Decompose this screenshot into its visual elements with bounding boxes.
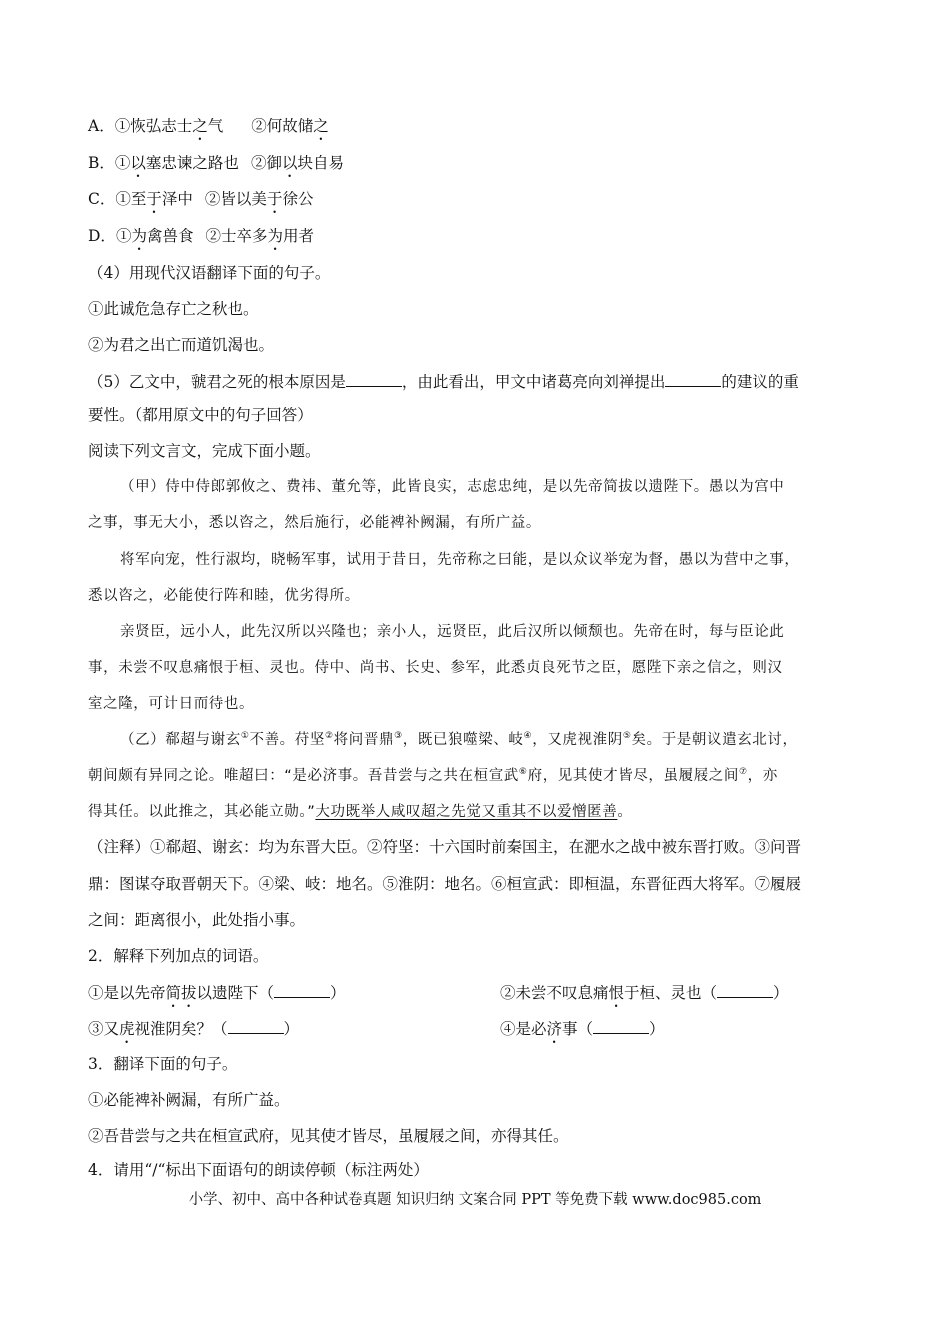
passage-jia-line: 之事，事无大小，悉以咨之，然后施行，必能裨补阙漏，有所广益。 — [88, 515, 541, 531]
notes-line: 之间：距离很小，此处指小事。 — [88, 911, 306, 929]
passage-jia-line: 将军向宠，性行淑均，晓畅军事，试用于昔日，先帝称之曰能，是以众议举宠为督，愚以为营中之事， — [120, 552, 800, 568]
option-b: B．①以塞忠谏之路也 ②御以块自易 — [88, 154, 344, 172]
q3-title: 3．翻译下面的句子。 — [88, 1055, 238, 1073]
answer-blank[interactable] — [228, 1017, 284, 1034]
passage-yi-line: 得其任。以此推之，其必能立勋。”大功既举人咸叹超之先觉又重其不以爱憎匿善。 — [88, 804, 633, 820]
page-footer: 小学、初中、高中各种试卷真题 知识归纳 文案合同 PPT 等免费下载 www.doc985.com — [188, 1192, 762, 1208]
answer-blank[interactable] — [665, 370, 721, 387]
q2-item-4: ④是必济事（ ） — [500, 1017, 665, 1047]
q4-title: （4）用现代汉语翻译下面的句子。 — [88, 264, 331, 282]
q4-sentence-2: ②为君之出亡而道饥渴也。 — [88, 336, 275, 354]
q3-sentence-2: ②吾昔尝与之共在桓宣武府，见其使才皆尽，虽履屐之间，亦得其任。 — [88, 1127, 569, 1145]
option-c: C．①至于泽中 ②皆以美于徐公 — [88, 190, 314, 208]
option-d: D．①为禽兽食 ②士卒多为用者 — [88, 227, 315, 245]
passage-jia-line: 亲贤臣，远小人，此先汉所以兴隆也；亲小人，远贤臣，此后汉所以倾颓也。先帝在时，每与臣论此 — [120, 624, 785, 640]
q2-title: 2．解释下列加点的词语。 — [88, 947, 269, 965]
passage-jia-line: 悉以咨之，必能使行阵和睦，优劣得所。 — [88, 588, 360, 604]
reading-intro: 阅读下列文言文，完成下面小题。 — [88, 442, 321, 460]
q4-sentence-1: ①此诚危急存亡之秋也。 — [88, 300, 259, 318]
passage-jia-line: （甲）侍中侍郎郭攸之、费祎、董允等，此皆良实，志虑忠纯，是以先帝简拔以遗陛下。愚以为宫中 — [120, 479, 785, 495]
passage-jia-line: 事，未尝不叹息痛恨于桓、灵也。侍中、尚书、长史、参军，此悉贞良死节之臣，愿陛下亲之信之，则汉 — [88, 660, 783, 676]
passage-yi-line: 朝间颇有异同之论。唯超曰：“是必济事。吾昔尝与之共在桓宣武⑥府，见其使才皆尽，虽履屐之间⑦，亦 — [88, 767, 778, 784]
answer-blank[interactable] — [593, 1017, 649, 1034]
q5-line-1: （5）乙文中，虢君之死的根本原因是 ，由此看出，甲文中诸葛亮向刘禅提出 的建议的重 — [88, 370, 799, 393]
q5-line-2: 要性。（都用原文中的句子回答） — [88, 406, 313, 424]
q3-sentence-1: ①必能裨补阙漏，有所广益。 — [88, 1091, 290, 1109]
answer-blank[interactable] — [274, 981, 330, 998]
q2-row-1: ①是以先帝简拔以遗陛下（ ） ②未尝不叹息痛恨于桓、灵也（ ） — [88, 981, 346, 1011]
answer-blank[interactable] — [346, 370, 402, 387]
q2-item-2: ②未尝不叹息痛恨于桓、灵也（ ） — [500, 981, 789, 1011]
answer-blank[interactable] — [717, 981, 773, 998]
underlined-sentence: 大功既举人咸叹超之先觉又重其不以爱憎匿善 — [315, 804, 618, 820]
passage-yi-line: （乙）郗超与谢玄①不善。苻坚②将问晋鼎③，既已狼噬梁、岐④，又虎视淮阴⑤矣。于是朝议遣玄北讨， — [120, 731, 798, 748]
notes-line: （注释）①郗超、谢玄：均为东晋大臣。②符坚：十六国时前秦国主，在淝水之战中被东晋打败。③问晋 — [88, 838, 802, 856]
passage-jia-line: 室之隆，可计日而待也。 — [88, 696, 255, 712]
notes-line: 鼎：图谋夺取晋朝天下。④梁、岐：地名。⑤淮阴：地名。⑥桓宣武：即桓温，东晋征西大将军。⑦履屐 — [88, 875, 802, 893]
q4-pause-title: 4．请用“/“标出下面语句的朗读停顿（标注两处） — [88, 1161, 429, 1179]
option-a: A．①恢弘志士之气 ②何故储之 — [88, 117, 329, 135]
q2-row-2: ③又虎视淮阴矣？（ ） ④是必济事（ ） — [88, 1017, 299, 1047]
